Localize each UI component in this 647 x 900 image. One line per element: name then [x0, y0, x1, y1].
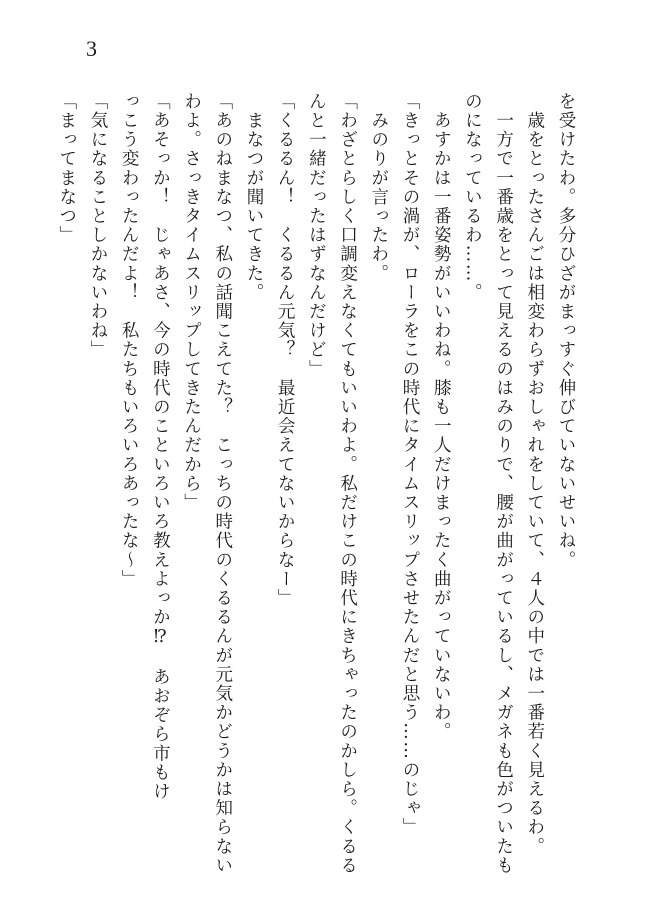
text-line: みのりが言ったわ。 — [368, 92, 389, 283]
text-line: 「わざとらしく口調変えなくてもいいわよ。私だけこの時代にきちゃったのかしら。くるる — [337, 92, 358, 876]
text-line: 「気になることしかないわね」 — [87, 92, 108, 360]
text-line: 一方で一番歳をとって見えるのはみのりで、腰が曲がっているし、メガネも色がついたも — [493, 92, 514, 876]
text-line: あすかは一番姿勢がいいわね。膝も一人だけまったく曲がっていないわ。 — [431, 92, 452, 742]
text-line: まなつが聞いてきた。 — [243, 92, 264, 303]
text-line: を受けたわ。多分ひざがまっすぐ伸びていないせいね。 — [556, 92, 576, 570]
novel-body-text — [51, 92, 581, 876]
text-line: のになっているわ……。 — [462, 92, 483, 303]
text-line: 歳をとったさんごは相変わらずおしゃれをしていて、４人の中では一番若く見えるわ。 — [524, 92, 545, 856]
text-line: 「くるるん！ くるるん元気？ 最近会えてないからなー」 — [275, 92, 296, 608]
text-line: 「まってまなつ」 — [56, 92, 77, 245]
text-line: 「あそっか！ じゃあさ、今の時代のこといろいろ教えよっか⁉ あおぞら市もけ — [150, 92, 171, 802]
text-line: 「あのねまなつ、私の話聞こえてた？ こっちの時代のくるるんが元気かどうかは知らない — [212, 92, 233, 876]
text-line: っこう変わったんだよ！ 私たちもいろいろあったな〜」 — [119, 92, 140, 589]
text-line: 「きっとその渦が、ローラをこの時代にタイムスリップさせたんだと思う……のじゃ」 — [399, 92, 420, 837]
page-number: 3 — [86, 36, 97, 61]
text-line: わよ。さっきタイムスリップしてきたんだから」 — [181, 92, 202, 513]
text-line: んと一緒だったはずなんだけど」 — [306, 92, 327, 379]
